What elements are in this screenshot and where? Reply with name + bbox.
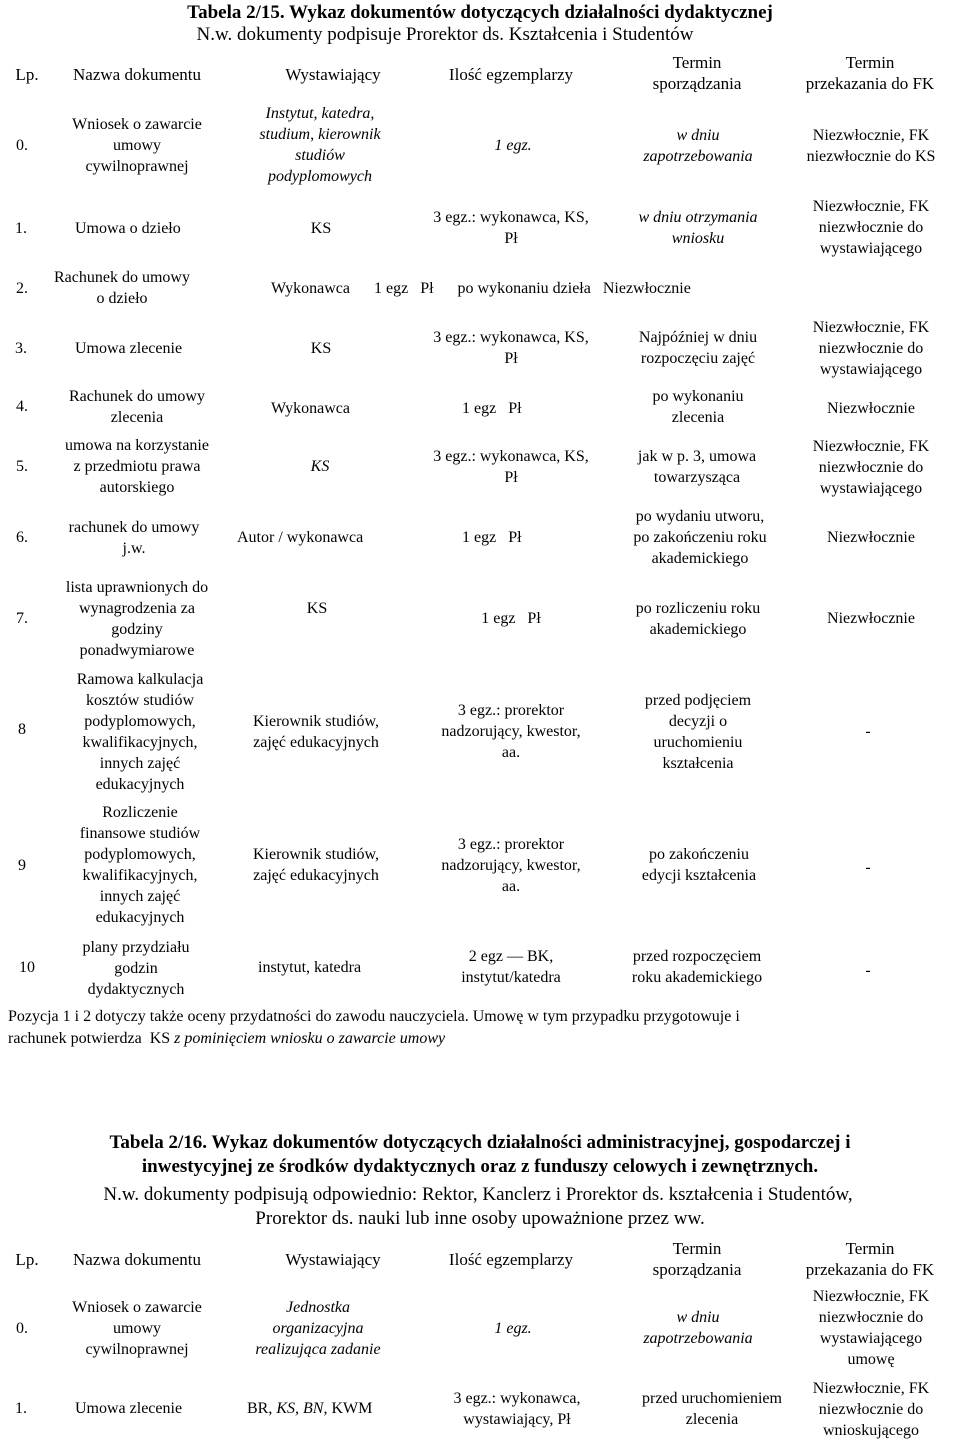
table-15-note-line-1: Pozycja 1 i 2 dotyczy także oceny przydatności do zawodu nauczyciela. Umowę w tym przypadku przygotowuje i	[8, 1008, 740, 1025]
row-9-lp: 9	[18, 857, 26, 874]
t16-row-1-lp: 1.	[15, 1400, 27, 1417]
row-0-lp: 0.	[16, 137, 28, 154]
t16-row-0-wystawiajacy: Jednostka organizacyjna realizująca zadanie	[255, 1299, 381, 1358]
note-plain-text: rachunek potwierdza KS	[8, 1030, 175, 1047]
row-7-ilosc: 1 egz Pł	[481, 610, 541, 627]
row-1-wystawiajacy: KS	[310, 220, 332, 237]
row-0-ilosc: 1 egz.	[494, 137, 532, 154]
row-10-termin-sporzadzania: przed rozpoczęciem roku akademickiego	[631, 948, 763, 986]
row-10-nazwa: plany przydziału godzin dydaktycznych	[82, 939, 190, 998]
row-8-wystawiajacy: Kierownik studiów, zajęć edukacyjnych	[252, 713, 380, 751]
row-4-termin-przekazania: Niezwłocznie	[827, 400, 915, 417]
table-15-title: Tabela 2/15. Wykaz dokumentów dotyczących działalności dydaktycznej	[187, 2, 773, 23]
row-5-ilosc: 3 egz.: wykonawca, KS, Pł	[433, 448, 589, 486]
t16-row-1-nazwa: Umowa zlecenie	[75, 1400, 183, 1417]
row-3-ilosc: 3 egz.: wykonawca, KS, Pł	[433, 329, 589, 367]
row-7-lp: 7.	[16, 610, 28, 627]
wystawiajacy-kwm: , KWM	[323, 1400, 373, 1417]
row-9-ilosc: 3 egz.: prorektor nadzorujący, kwestor, aa.	[441, 836, 581, 895]
row-3-lp: 3.	[15, 340, 27, 357]
row-5-termin-przekazania: Niezwłocznie, FK niezwłocznie do wystawiającego	[812, 438, 930, 497]
row-9-wystawiajacy: Kierownik studiów, zajęć edukacyjnych	[252, 846, 380, 884]
row-8-nazwa: Ramowa kalkulacja kosztów studiów podyplomowych, kwalifikacyjnych, innych zajęć edukacyjnych	[76, 671, 204, 793]
row-0-termin-sporzadzania: w dniu zapotrzebowania	[643, 127, 753, 165]
row-8-lp: 8	[18, 721, 26, 738]
row-6-nazwa: rachunek do umowy j.w.	[68, 519, 200, 557]
header-termin-przekazania: Termin przekazania do FK	[805, 53, 935, 93]
row-2-nazwa: Rachunek do umowy o dzieło	[54, 269, 190, 307]
table-15-note-line-2	[8, 1028, 445, 1049]
t16-header-wystawiajacy: Wystawiający	[285, 1250, 381, 1269]
row-7-termin-przekazania: Niezwłocznie	[827, 610, 915, 627]
row-1-ilosc: 3 egz.: wykonawca, KS, Pł	[433, 209, 589, 247]
row-0-wystawiajacy: Instytut, katedra, studium, kierownik studiów podyplomowych	[259, 105, 381, 185]
row-4-wystawiajacy: Wykonawca	[271, 400, 350, 417]
row-3-nazwa: Umowa zlecenie	[75, 340, 183, 357]
row-1-termin-przekazania: Niezwłocznie, FK niezwłocznie do wystawiającego	[812, 198, 930, 257]
t16-row-1-termin-przekazania: Niezwłocznie, FK niezwłocznie do wnioskującego	[812, 1380, 930, 1439]
header-lp: Lp.	[15, 65, 39, 84]
row-1-lp: 1.	[15, 220, 27, 237]
table-16-title-line-4: Prorektor ds. nauki lub inne osoby upoważnione przez ww.	[255, 1208, 705, 1229]
wystawiajacy-br: BR,	[247, 1400, 277, 1417]
row-9-termin-sporzadzania: po zakończeniu edycji kształcenia	[641, 846, 757, 884]
row-2-lp: 2.	[16, 280, 28, 297]
row-8-termin-przekazania: -	[865, 723, 871, 740]
header-ilosc: Ilość egzemplarzy	[448, 65, 574, 84]
t16-row-0-nazwa: Wniosek o zawarcie umowy cywilnoprawnej	[72, 1299, 202, 1358]
table-15-subtitle: N.w. dokumenty podpisuje Prorektor ds. Kształcenia i Studentów	[196, 24, 694, 45]
table-16-title-line-1: Tabela 2/16. Wykaz dokumentów dotyczących działalności administracyjnej, gospodarczej i	[109, 1132, 851, 1153]
row-7-nazwa: lista uprawnionych do wynagrodzenia za godziny ponadwymiarowe	[65, 579, 209, 659]
t16-header-lp: Lp.	[15, 1250, 39, 1269]
row-4-lp: 4.	[16, 398, 28, 415]
header-termin-sporzadzania: Termin sporządzania	[652, 53, 742, 93]
row-6-ilosc: 1 egz Pł	[462, 529, 522, 546]
t16-header-termin-przekazania: Termin przekazania do FK	[805, 1239, 935, 1279]
t16-row-1-termin-sporzadzania: przed uruchomieniem zlecenia	[642, 1390, 782, 1428]
row-10-lp: 10	[19, 959, 35, 976]
row-8-termin-sporzadzania: przed podjęciem decyzji o uruchomieniu kształcenia	[644, 692, 752, 772]
row-7-termin-sporzadzania: po rozliczeniu roku akademickiego	[635, 600, 761, 638]
t16-row-0-termin-przekazania: Niezwłocznie, FK niezwłocznie do wystawiającego umowę	[812, 1288, 930, 1368]
row-2-merged: Wykonawca 1 egz Pł po wykonaniu dzieła Niezwłocznie	[271, 280, 691, 297]
t16-header-ilosc: Ilość egzemplarzy	[448, 1250, 574, 1269]
t16-row-1-ilosc: 3 egz.: wykonawca, wystawiający, Pł	[453, 1390, 581, 1428]
t16-row-0-lp: 0.	[16, 1320, 28, 1337]
t16-header-termin-sporzadzania: Termin sporządzania	[652, 1239, 742, 1279]
row-6-wystawiajacy: Autor / wykonawca	[237, 529, 364, 546]
row-6-termin-sporzadzania: po wydaniu utworu, po zakończeniu roku akademickiego	[633, 508, 767, 567]
t16-row-0-ilosc: 1 egz.	[494, 1320, 532, 1337]
row-4-nazwa: Rachunek do umowy zlecenia	[69, 388, 205, 426]
header-nazwa: Nazwa dokumentu	[73, 65, 201, 84]
row-3-termin-przekazania: Niezwłocznie, FK niezwłocznie do wystawiającego	[812, 319, 930, 378]
row-6-lp: 6.	[16, 529, 28, 546]
row-8-ilosc: 3 egz.: prorektor nadzorujący, kwestor, aa.	[441, 702, 581, 761]
row-5-lp: 5.	[16, 458, 28, 475]
row-6-termin-przekazania: Niezwłocznie	[827, 529, 915, 546]
t16-row-1-wystawiajacy	[247, 1398, 372, 1419]
row-9-termin-przekazania: -	[865, 859, 871, 876]
row-9-nazwa: Rozliczenie finansowe studiów podyplomowych, kwalifikacyjnych, innych zajęć edukacyjnych	[79, 804, 201, 926]
table-16-title-line-3: N.w. dokumenty podpisują odpowiednio: Rektor, Kanclerz i Prorektor ds. kształcenia i Studentów,	[103, 1184, 853, 1205]
row-0-termin-przekazania: Niezwłocznie, FK niezwłocznie do KS	[806, 127, 936, 165]
row-4-ilosc: 1 egz Pł	[462, 400, 522, 417]
row-3-wystawiajacy: KS	[310, 340, 332, 357]
row-5-termin-sporzadzania: jak w p. 3, umowa towarzysząca	[637, 448, 757, 486]
row-3-termin-sporzadzania: Najpóźniej w dniu rozpoczęciu zajęć	[638, 329, 758, 367]
row-10-wystawiajacy: instytut, katedra	[258, 959, 362, 976]
t16-header-nazwa: Nazwa dokumentu	[73, 1250, 201, 1269]
row-10-termin-przekazania: -	[865, 962, 871, 979]
row-5-wystawiajacy: KS	[310, 458, 330, 475]
wystawiajacy-ks-bn: KS, BN	[276, 1400, 324, 1417]
row-7-wystawiajacy: KS	[306, 600, 328, 617]
header-wystawiajacy: Wystawiający	[285, 65, 381, 84]
note-italic-text: z pominięciem wniosku o zawarcie umowy	[174, 1030, 446, 1047]
row-1-termin-sporzadzania: w dniu otrzymania wniosku	[638, 209, 758, 247]
row-0-nazwa: Wniosek o zawarcie umowy cywilnoprawnej	[72, 116, 202, 175]
row-10-ilosc: 2 egz — BK, instytut/katedra	[461, 948, 561, 986]
t16-row-0-termin-sporzadzania: w dniu zapotrzebowania	[643, 1309, 753, 1347]
table-16-title-line-2: inwestycyjnej ze środków dydaktycznych oraz z funduszy celowych i zewnętrznych.	[141, 1156, 819, 1177]
row-5-nazwa: umowa na korzystanie z przedmiotu prawa autorskiego	[65, 437, 209, 496]
row-1-nazwa: Umowa o dzieło	[75, 220, 181, 237]
row-4-termin-sporzadzania: po wykonaniu zlecenia	[652, 388, 744, 426]
